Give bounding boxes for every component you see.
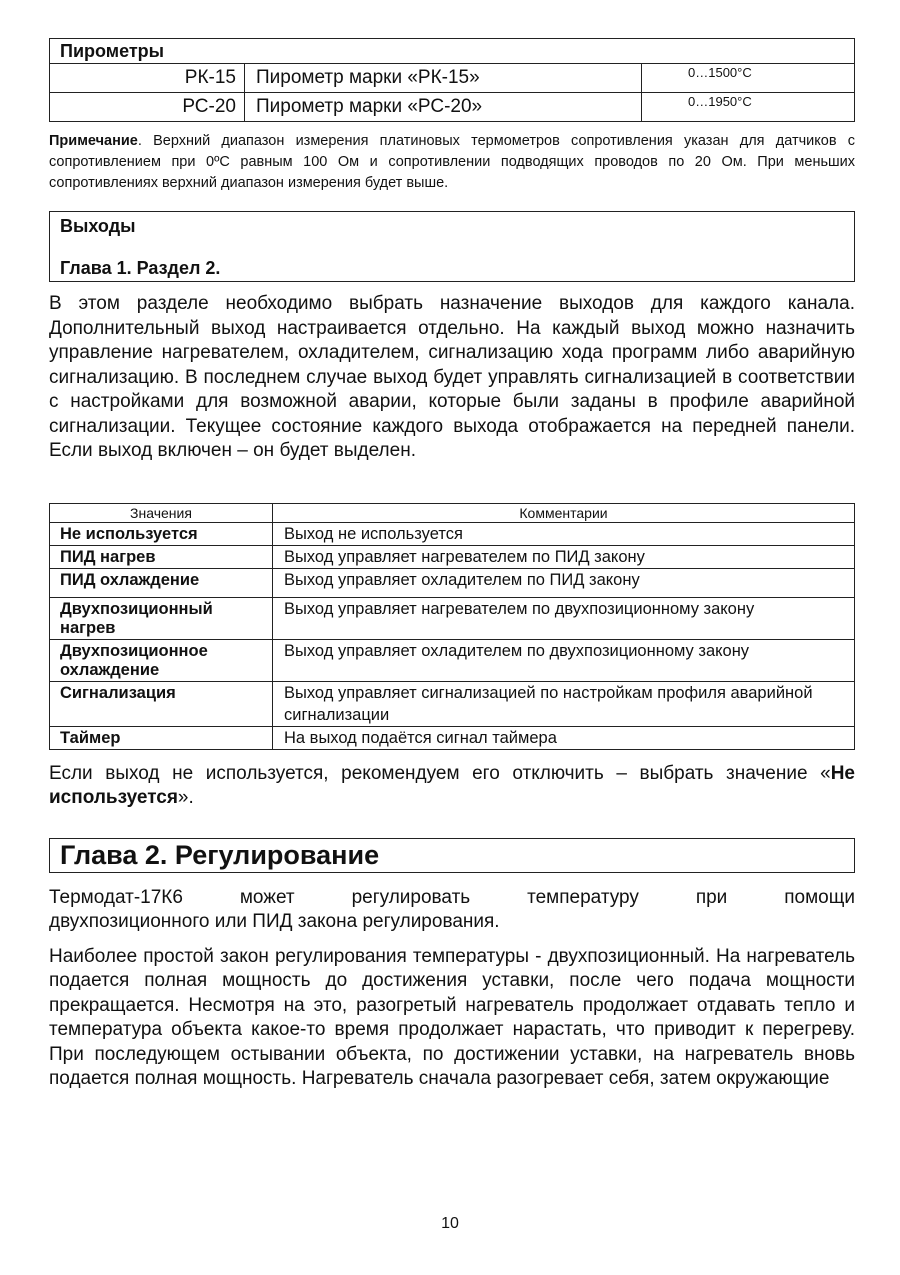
table-row bbox=[50, 545, 855, 568]
output-value: Таймер bbox=[50, 726, 273, 749]
output-value: ПИД нагрев bbox=[50, 545, 273, 568]
recommendation-paragraph bbox=[49, 762, 855, 811]
recommendation-bold: Не используется bbox=[49, 762, 855, 808]
output-value: Сигнализация bbox=[50, 681, 273, 726]
output-value: Двухпозиционное охлаждение bbox=[50, 639, 273, 681]
column-header-values: Значения bbox=[50, 503, 273, 522]
note-text: . Верхний диапазон измерения платиновых термометров сопротивления указан для датчиков с сопротивлением при 0ºС равным 100 Ом и сопротивлении подводящих проводов по 20 Ом. При меньших сопротивлениях верхний диапазон измерения будет выше. bbox=[49, 133, 855, 191]
table-row bbox=[50, 726, 855, 749]
intro-word: регулировать bbox=[351, 886, 471, 908]
pyrometer-code: РК-15 bbox=[50, 64, 245, 93]
table-header-row bbox=[50, 503, 855, 522]
output-value: Двухпозиционный нагрев bbox=[50, 597, 273, 639]
outputs-section-title: Выходы bbox=[60, 216, 136, 236]
column-header-comments: Комментарии bbox=[273, 503, 855, 522]
output-value: ПИД охлаждение bbox=[50, 568, 273, 597]
table-row bbox=[50, 681, 855, 726]
note-label: Примечание bbox=[49, 133, 138, 149]
intro-word: при bbox=[695, 886, 728, 908]
pyrometers-header: Пирометры bbox=[50, 39, 855, 64]
pyrometers-table bbox=[49, 38, 855, 122]
outputs-description: В этом разделе необходимо выбрать назначение выходов для каждого канала. Дополнительный выход настраивается отдельно. На каждый выход можно назначить управление нагревателем, охладителем, сигнализацию хода программ либо аварийную сигнализацию. В последнем случае выход будет управлять сигнализацией в соответствии с настройками для возможной аварии, которые были заданы в профиле аварийной сигнализации. Текущее состояние каждого выхода отображается на передней панели. Если выход включен – он будет выделен. bbox=[49, 293, 855, 461]
chapter-intro-rest: двухпозиционного или ПИД закона регулирования. bbox=[49, 911, 500, 932]
intro-word: температуру bbox=[527, 886, 639, 908]
outputs-section-ref: Глава 1. Раздел 2. bbox=[60, 258, 221, 278]
table-row bbox=[50, 522, 855, 545]
document-page bbox=[49, 38, 855, 1092]
chapter-intro-line bbox=[49, 886, 855, 911]
intro-word: Термодат-17К6 bbox=[49, 886, 183, 908]
pyrometer-code: РС-20 bbox=[50, 93, 245, 122]
pyrometer-range: 0…1950°С bbox=[642, 93, 855, 122]
output-comment: Выход управляет сигнализацией по настройкам профиля аварийной сигнализации bbox=[273, 681, 855, 726]
output-value: Не используется bbox=[50, 522, 273, 545]
output-comment: Выход управляет охладителем по двухпозиционному закону bbox=[273, 639, 855, 681]
pyrometer-range: 0…1500°С bbox=[642, 64, 855, 93]
table-row bbox=[50, 639, 855, 681]
table-row bbox=[50, 64, 855, 93]
output-comment: Выход управляет нагревателем по ПИД закону bbox=[273, 545, 855, 568]
output-comment: Выход управляет нагревателем по двухпозиционному закону bbox=[273, 597, 855, 639]
output-comment: Выход не используется bbox=[273, 522, 855, 545]
table-row bbox=[50, 93, 855, 122]
pyrometer-name: Пирометр марки «РС-20» bbox=[245, 93, 642, 122]
chapter-title: Глава 2. Регулирование bbox=[49, 838, 855, 873]
recommendation-text: Если выход не используется, рекомендуем его отключить – выбрать значение « bbox=[49, 762, 831, 784]
intro-word: помощи bbox=[784, 886, 855, 908]
outputs-section-header bbox=[49, 211, 855, 282]
outputs-table bbox=[49, 503, 855, 750]
pyrometer-name: Пирометр марки «РК-15» bbox=[245, 64, 642, 93]
output-comment: Выход управляет охладителем по ПИД закону bbox=[273, 568, 855, 597]
table-row bbox=[50, 568, 855, 597]
note-paragraph bbox=[49, 131, 855, 194]
table-row bbox=[50, 597, 855, 639]
chapter-intro bbox=[49, 886, 855, 935]
chapter-paragraph: Наиболее простой закон регулирования температуры - двухпозиционный. На нагреватель подается полная мощность до достижения уставки, после чего подача мощности прекращается. Несмотря на это, разогретый нагреватель продолжает отдавать тепло и температура объекта какое-то время продолжает нарастать, что приводит к перегреву. При последующем остывании объекта, по достижении уставки, на нагреватель вновь подается полная мощность. Нагреватель сначала разогревает себя, затем окружающие bbox=[49, 945, 855, 1089]
recommendation-end: ». bbox=[177, 787, 194, 808]
output-comment: На выход подаётся сигнал таймера bbox=[273, 726, 855, 749]
page-number: 10 bbox=[441, 1215, 459, 1232]
intro-word: может bbox=[239, 886, 295, 908]
